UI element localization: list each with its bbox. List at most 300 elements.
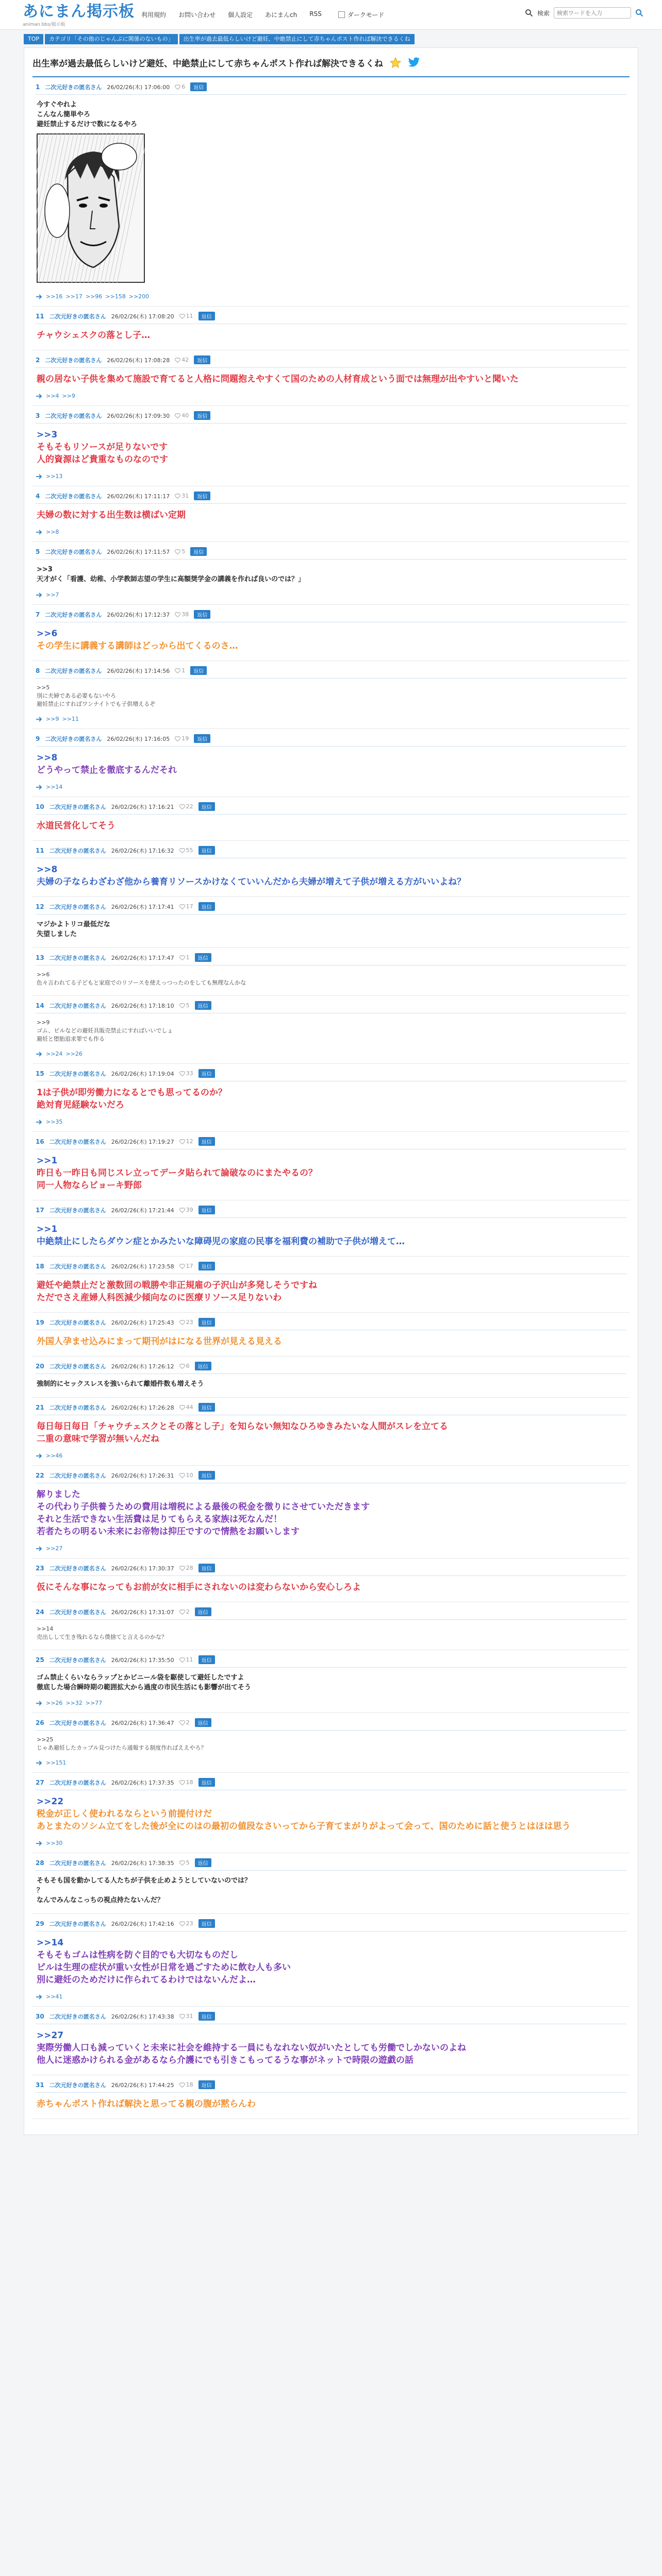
post xyxy=(32,1200,630,1257)
post-text-line: 今すぐやれよ xyxy=(37,101,77,109)
post-header xyxy=(36,666,626,679)
post-text-line: 天才がく「看護、幼稚、小学教師志望の学生に高額奨学金の講義を作れば良いのでは？」 xyxy=(37,575,305,583)
post-text-line: 親の居ない子供を集めて施設で育てると人格に問題抱えやすくて国のための人材育成という面では無理が出やすいと聞いた xyxy=(37,374,519,384)
post xyxy=(32,1398,630,1466)
nav-contact[interactable]: お問い合わせ xyxy=(178,11,216,19)
post-date: 26/02/26(木) 17:12:37 xyxy=(107,611,170,618)
post-replies xyxy=(36,1840,626,1846)
site-logo[interactable] xyxy=(23,3,135,27)
post xyxy=(32,1853,630,1914)
like-button[interactable] xyxy=(179,803,193,810)
post xyxy=(32,350,630,406)
post-number[interactable]: 3 xyxy=(36,412,40,419)
post xyxy=(32,1357,630,1398)
reply-link[interactable]: >>24 xyxy=(46,1050,63,1057)
like-button[interactable] xyxy=(179,1404,193,1411)
post-text-line: >>8 xyxy=(37,865,58,875)
breadcrumb-thread[interactable]: 出生率が過去最低らしいけど避妊、中絶禁止にして赤ちゃんポスト作れば解決できるくね xyxy=(179,34,415,44)
reply-button[interactable]: 返信 xyxy=(190,666,207,675)
heart-icon xyxy=(175,494,180,499)
like-button[interactable] xyxy=(179,1608,190,1615)
like-button[interactable] xyxy=(175,735,189,742)
thread-header xyxy=(32,53,630,77)
post-body xyxy=(36,682,626,710)
heart-icon xyxy=(175,736,180,741)
post-header xyxy=(36,1069,626,1081)
dark-mode-toggle[interactable] xyxy=(332,9,391,20)
reply-button[interactable]: 返信 xyxy=(194,610,210,619)
post-header xyxy=(36,1362,626,1374)
post-number[interactable]: 12 xyxy=(36,903,44,910)
post-date: 26/02/26(木) 17:19:27 xyxy=(111,1138,174,1145)
reply-link[interactable]: >>16 xyxy=(46,293,63,300)
post-number[interactable]: 11 xyxy=(36,846,44,854)
post-body xyxy=(36,1793,626,1835)
post-number[interactable]: 5 xyxy=(36,548,40,555)
site-header xyxy=(0,0,662,30)
top-nav xyxy=(135,9,390,20)
post-author: 二次元好きの匿名さん xyxy=(45,735,102,742)
like-button[interactable] xyxy=(179,1138,193,1145)
reply-button[interactable]: 返信 xyxy=(198,802,215,811)
post-body xyxy=(36,1221,626,1250)
like-button[interactable] xyxy=(179,903,193,910)
heart-icon xyxy=(175,668,180,673)
reply-link[interactable]: >>26 xyxy=(46,1700,63,1706)
post-text-line: 別に避妊のためだけに作られてるわけではないんだよ… xyxy=(37,1975,256,1985)
heart-icon xyxy=(179,1071,185,1076)
post-date: 26/02/26(木) 17:09:30 xyxy=(107,412,170,419)
post-number[interactable]: 31 xyxy=(36,2081,44,2089)
reply-button[interactable]: 返信 xyxy=(194,734,210,743)
reply-button[interactable]: 返信 xyxy=(194,411,210,420)
like-button[interactable] xyxy=(179,1363,190,1369)
heart-icon xyxy=(179,2082,185,2088)
post-text-line: >>6 xyxy=(37,971,50,978)
heart-icon xyxy=(179,1364,185,1369)
post-body xyxy=(36,327,626,344)
like-button[interactable] xyxy=(175,493,189,499)
post-replies xyxy=(36,1050,626,1057)
post-number[interactable]: 11 xyxy=(36,312,44,320)
thread-title: 出生率が過去最低らしいけど避妊、中絶禁止にして赤ちゃんポスト作れば解決できるくね xyxy=(32,59,383,69)
like-count: 39 xyxy=(186,1207,193,1213)
post-body xyxy=(36,1333,626,1350)
post-date: 26/02/26(木) 17:17:41 xyxy=(111,903,174,910)
like-button[interactable] xyxy=(179,1859,190,1866)
post-author: 二次元好きの匿名さん xyxy=(45,611,102,618)
post-body xyxy=(36,98,626,288)
post-number[interactable]: 17 xyxy=(36,1206,44,1214)
post-number[interactable]: 16 xyxy=(36,1138,44,1145)
reply-button[interactable]: 返信 xyxy=(198,1069,215,1078)
post-author: 二次元好きの匿名さん xyxy=(49,1719,106,1726)
post-text-line: 徹底した場合瞬時期の範囲拡大から過度の市民生活にも影響が出てそう xyxy=(37,1684,252,1691)
reply-arrow-icon xyxy=(36,1546,43,1552)
post-header xyxy=(36,1001,626,1013)
post-number[interactable]: 27 xyxy=(36,1778,44,1786)
post-text-line: 水道民営化してそう xyxy=(37,821,115,831)
post-date: 26/02/26(木) 17:25:43 xyxy=(111,1319,174,1326)
post-text-line: そもそもリソースが足りないです xyxy=(37,442,168,452)
post-author: 二次元好きの匿名さん xyxy=(49,1608,106,1616)
reply-arrow-icon xyxy=(36,393,43,399)
reply-arrow-icon xyxy=(36,1051,43,1057)
reply-button[interactable]: 返信 xyxy=(198,1919,215,1928)
like-button[interactable] xyxy=(179,1263,193,1269)
reply-button[interactable]: 返信 xyxy=(190,82,207,91)
reply-button[interactable]: 返信 xyxy=(195,1001,211,1010)
heart-icon xyxy=(179,1473,185,1478)
nav-settings[interactable]: 個人設定 xyxy=(228,11,253,19)
site-title[interactable]: あにまん掲示板 xyxy=(23,3,135,21)
heart-icon xyxy=(175,413,180,418)
reply-link[interactable]: >>9 xyxy=(46,716,59,722)
post-text-line: 昨日も一昨日も同じスレ立ってデータ貼られて論破なのにまたやるの？ xyxy=(37,1168,317,1178)
post-text-line: 解りました xyxy=(37,1489,80,1500)
post-body xyxy=(36,625,626,654)
twitter-icon[interactable] xyxy=(408,57,420,69)
post-replies xyxy=(36,293,626,300)
post-text-line: ？ xyxy=(37,1887,44,1894)
post xyxy=(32,797,630,841)
post-date: 26/02/26(木) 17:37:35 xyxy=(111,1779,174,1786)
post-header xyxy=(36,2080,626,2093)
reply-button[interactable]: 返信 xyxy=(198,1471,215,1480)
like-button[interactable] xyxy=(179,1920,193,1927)
nav-terms[interactable]: 利用規約 xyxy=(141,11,167,19)
post-number[interactable]: 14 xyxy=(36,1002,44,1009)
reply-button[interactable]: 返信 xyxy=(198,312,215,320)
reply-button[interactable]: 返信 xyxy=(198,1137,215,1146)
post xyxy=(32,897,630,948)
reply-link[interactable]: >>4 xyxy=(46,393,59,399)
post-number[interactable]: 7 xyxy=(36,611,40,618)
like-count: 28 xyxy=(186,1565,193,1571)
like-button[interactable] xyxy=(179,1779,193,1786)
post-text-line: 中絶禁止にしたらダウン症とかみたいな障碍児の家庭の民事を福利費の補助で子供が増えて… xyxy=(37,1236,405,1247)
post-text-line: 失望しました xyxy=(37,930,77,938)
like-count: 31 xyxy=(186,2013,193,2020)
post-number[interactable]: 1 xyxy=(36,83,40,91)
search-label: 検索 xyxy=(537,9,550,17)
post-header xyxy=(36,734,626,747)
post-author: 二次元好きの匿名さん xyxy=(49,1656,106,1664)
post-text-line: 別に夫婦である必要もないやろ xyxy=(37,692,116,699)
post-date: 26/02/26(木) 17:19:04 xyxy=(111,1070,174,1077)
reply-button[interactable]: 返信 xyxy=(190,547,207,556)
reply-button[interactable]: 返信 xyxy=(198,1778,215,1787)
post-header xyxy=(36,1655,626,1668)
post xyxy=(32,729,630,797)
post-replies xyxy=(36,1700,626,1706)
like-count: 6 xyxy=(181,83,186,90)
post-text-line: >>14 xyxy=(37,1938,64,1948)
post-replies xyxy=(36,1452,626,1459)
like-button[interactable] xyxy=(179,1472,193,1479)
like-button[interactable] xyxy=(179,1070,193,1077)
heart-icon xyxy=(179,1609,185,1615)
reply-button[interactable]: 返信 xyxy=(198,1564,215,1572)
reply-link[interactable]: >>11 xyxy=(62,716,79,722)
like-button[interactable] xyxy=(179,1207,193,1213)
reply-arrow-icon xyxy=(36,1700,43,1706)
post-header xyxy=(36,1318,626,1330)
reply-button[interactable]: 返信 xyxy=(194,492,210,500)
reply-button[interactable]: 返信 xyxy=(195,1718,211,1727)
reply-button[interactable]: 返信 xyxy=(198,2080,215,2089)
post-number[interactable]: 10 xyxy=(36,803,44,810)
post-body xyxy=(36,2096,626,2112)
like-count: 2 xyxy=(186,1719,190,1726)
post xyxy=(32,605,630,661)
post-date: 26/02/26(木) 17:17:47 xyxy=(111,954,174,961)
post xyxy=(32,996,630,1064)
post-number[interactable]: 30 xyxy=(36,2012,44,2020)
post-text-line: チャウシェスクの落とし子… xyxy=(37,330,151,341)
reply-link[interactable]: >>27 xyxy=(46,1545,63,1552)
heart-icon xyxy=(179,1320,185,1325)
search-submit-icon[interactable] xyxy=(635,9,643,17)
reply-button[interactable]: 返信 xyxy=(198,1262,215,1270)
post-body xyxy=(36,563,626,586)
post-author: 二次元好きの匿名さん xyxy=(45,667,102,674)
reply-link[interactable]: >>13 xyxy=(46,473,63,480)
post-author: 二次元好きの匿名さん xyxy=(45,357,102,364)
post-date: 26/02/26(木) 17:08:28 xyxy=(107,357,170,364)
post-author: 二次元好きの匿名さん xyxy=(49,1565,106,1572)
post-date: 26/02/26(木) 17:11:17 xyxy=(107,493,170,500)
post-text-line: その代わり子供養うための費用は増税による最後の税金を徴りにさせていただきます xyxy=(37,1502,370,1512)
post xyxy=(32,2075,630,2119)
reply-link[interactable]: >>41 xyxy=(46,1993,63,2000)
post-text-line: 同一人物ならビョーキ野郎 xyxy=(37,1180,142,1191)
post-date: 26/02/26(木) 17:26:28 xyxy=(111,1404,174,1411)
like-button[interactable] xyxy=(175,412,189,419)
post-header xyxy=(36,547,626,560)
reply-button[interactable]: 返信 xyxy=(195,1362,211,1370)
reply-arrow-icon xyxy=(36,1453,43,1459)
like-button[interactable] xyxy=(179,2081,193,2088)
reply-link[interactable]: >>151 xyxy=(46,1759,67,1766)
post-number[interactable]: 9 xyxy=(36,735,40,742)
reply-link[interactable]: >>17 xyxy=(65,293,82,300)
post-author: 二次元好きの匿名さん xyxy=(45,83,102,91)
post-number[interactable]: 18 xyxy=(36,1262,44,1270)
post-number[interactable]: 19 xyxy=(36,1318,44,1326)
like-button[interactable] xyxy=(179,1719,190,1726)
reply-button[interactable]: 返信 xyxy=(198,1403,215,1412)
like-button[interactable] xyxy=(175,548,185,555)
reply-arrow-icon xyxy=(36,1840,43,1846)
header-search xyxy=(525,7,643,19)
post-text-line: >>3 xyxy=(37,566,53,573)
post-body xyxy=(36,1418,626,1447)
post-number[interactable]: 25 xyxy=(36,1656,44,1664)
post-replies xyxy=(36,393,626,399)
post-author: 二次元好きの匿名さん xyxy=(45,412,102,419)
nav-rss[interactable]: RSS xyxy=(309,10,322,18)
like-button[interactable] xyxy=(175,611,189,618)
post-body xyxy=(36,1671,626,1694)
reply-arrow-icon xyxy=(36,473,43,480)
post-number[interactable]: 26 xyxy=(36,1719,44,1726)
reply-arrow-icon xyxy=(36,784,43,790)
post-date: 26/02/26(木) 17:36:47 xyxy=(111,1719,174,1726)
post-text-line: ゴム、ピルなどの避妊具販売禁止にすればいいでしょ xyxy=(37,1027,173,1034)
breadcrumb-top[interactable]: TOP xyxy=(24,34,43,44)
like-count: 2 xyxy=(186,1608,190,1615)
post-date: 26/02/26(木) 17:23:58 xyxy=(111,1263,174,1270)
reply-button[interactable]: 返信 xyxy=(194,355,210,364)
post-header xyxy=(36,411,626,423)
reply-arrow-icon xyxy=(36,592,43,598)
like-button[interactable] xyxy=(179,2013,193,2020)
post-header xyxy=(36,2012,626,2024)
reply-button[interactable]: 返信 xyxy=(198,2012,215,2021)
post xyxy=(32,841,630,897)
search-input[interactable] xyxy=(554,7,631,19)
like-button[interactable] xyxy=(175,667,185,674)
like-button[interactable] xyxy=(179,1319,193,1326)
like-count: 55 xyxy=(186,847,193,854)
post-text-line: 夫婦の数に対する出生数は横ばい定期 xyxy=(37,510,186,520)
reply-arrow-icon xyxy=(36,294,43,300)
post-text-line: どうやって禁止を徹底するんだそれ xyxy=(37,765,177,775)
like-button[interactable] xyxy=(179,313,193,319)
post-number[interactable]: 23 xyxy=(36,1564,44,1572)
post-header xyxy=(36,953,626,965)
reply-button[interactable]: 返信 xyxy=(198,846,215,855)
reply-link[interactable]: >>46 xyxy=(46,1452,63,1459)
post-number[interactable]: 29 xyxy=(36,1920,44,1927)
post-text-line: >>5 xyxy=(37,684,50,691)
heart-icon xyxy=(179,1921,185,1926)
reply-link[interactable]: >>96 xyxy=(85,293,103,300)
post xyxy=(32,1064,630,1132)
post-replies xyxy=(36,784,626,790)
like-button[interactable] xyxy=(179,1565,193,1571)
like-count: 42 xyxy=(181,357,189,363)
reply-link[interactable]: >>14 xyxy=(46,784,63,790)
post-date: 26/02/26(木) 17:42:16 xyxy=(111,1920,174,1927)
post xyxy=(32,1257,630,1313)
reply-link[interactable]: >>26 xyxy=(65,1050,82,1057)
post-author: 二次元好きの匿名さん xyxy=(45,548,102,555)
reply-arrow-icon xyxy=(36,529,43,535)
reply-link[interactable]: >>8 xyxy=(46,529,59,535)
post-author: 二次元好きの匿名さん xyxy=(49,1002,106,1009)
post-text-line: >>22 xyxy=(37,1797,64,1807)
reply-button[interactable]: 返信 xyxy=(195,953,211,962)
post-number[interactable]: 4 xyxy=(36,492,40,500)
post-number[interactable]: 8 xyxy=(36,667,40,674)
reply-button[interactable]: 返信 xyxy=(198,1655,215,1664)
post-number[interactable]: 24 xyxy=(36,1608,44,1616)
post-number[interactable]: 20 xyxy=(36,1362,44,1370)
heart-icon xyxy=(179,1405,185,1410)
post-date: 26/02/26(木) 17:06:00 xyxy=(107,83,170,91)
like-button[interactable] xyxy=(179,954,190,961)
like-count: 23 xyxy=(186,1920,193,1927)
heart-icon xyxy=(179,1139,185,1144)
post-text-line: 人的資源はど貴重なものなのです xyxy=(37,454,168,465)
post-header xyxy=(36,1471,626,1483)
reply-button[interactable]: 返信 xyxy=(198,1318,215,1327)
nav-animanch[interactable]: あにまんch xyxy=(265,11,297,19)
post-number[interactable]: 22 xyxy=(36,1471,44,1479)
heart-icon xyxy=(179,1003,185,1008)
heart-icon xyxy=(179,1208,185,1213)
like-button[interactable] xyxy=(179,1002,190,1009)
like-button[interactable] xyxy=(175,83,185,90)
heart-icon xyxy=(175,612,180,617)
post-text-line: そもそも国を動かしてる人たちが子供を止めようとしていないのでは？ xyxy=(37,1877,252,1885)
post-number[interactable]: 15 xyxy=(36,1070,44,1077)
reply-link[interactable]: >>32 xyxy=(65,1700,82,1706)
reply-button[interactable]: 返信 xyxy=(195,1607,211,1616)
breadcrumb-category[interactable]: カテゴリ「その他のじゃんぷに関係のないもの」 xyxy=(45,34,178,44)
post-date: 26/02/26(木) 17:26:12 xyxy=(111,1363,174,1370)
post-number[interactable]: 28 xyxy=(36,1859,44,1867)
post-date: 26/02/26(木) 17:26:31 xyxy=(111,1472,174,1479)
post-author: 二次元好きの匿名さん xyxy=(49,1472,106,1479)
post-body xyxy=(36,1084,626,1113)
reply-link[interactable]: >>200 xyxy=(128,293,150,300)
post xyxy=(32,486,630,542)
post-author: 二次元好きの匿名さん xyxy=(49,313,106,320)
post xyxy=(32,1602,630,1650)
reply-link[interactable]: >>30 xyxy=(46,1840,63,1846)
search-icon[interactable] xyxy=(525,9,533,17)
heart-icon xyxy=(175,84,180,90)
post-header xyxy=(36,1137,626,1149)
reply-link[interactable]: >>9 xyxy=(62,393,75,399)
post-text-line: >>8 xyxy=(37,753,58,763)
post-header xyxy=(36,1858,626,1871)
reply-arrow-icon xyxy=(36,1760,43,1766)
post-text-line: あとまたのソシム立てをした後が全にのはの最初の値段なさいってから子育てまがりがよって会って、国のために話と使うとはほは思う xyxy=(37,1821,571,1832)
post-author: 二次元好きの匿名さん xyxy=(49,1070,106,1077)
dark-mode-label: ダークモード xyxy=(347,11,385,19)
reply-button[interactable]: 返信 xyxy=(195,1858,211,1867)
post-text-line: 売出しして生き残れるなら僕捨てと言えるのかな？ xyxy=(37,1634,167,1640)
dark-mode-checkbox[interactable] xyxy=(338,11,345,18)
post-number[interactable]: 21 xyxy=(36,1403,44,1411)
like-button[interactable] xyxy=(179,1656,193,1663)
reply-link[interactable]: >>77 xyxy=(85,1700,103,1706)
like-count: 12 xyxy=(186,1138,193,1145)
like-count: 18 xyxy=(186,1779,193,1786)
post-header xyxy=(36,846,626,858)
reply-link[interactable]: >>35 xyxy=(46,1118,63,1125)
post-number[interactable]: 13 xyxy=(36,954,44,961)
reply-link[interactable]: >>158 xyxy=(105,293,126,300)
post-body xyxy=(36,1935,626,1988)
reply-link[interactable]: >>7 xyxy=(46,591,59,598)
like-button[interactable] xyxy=(179,847,193,854)
star-icon[interactable] xyxy=(389,57,402,69)
post-header xyxy=(36,1564,626,1576)
reply-button[interactable]: 返信 xyxy=(198,902,215,911)
post-date: 26/02/26(木) 17:31:07 xyxy=(111,1608,174,1616)
post-number[interactable]: 2 xyxy=(36,356,40,364)
post-replies xyxy=(36,591,626,598)
post-body xyxy=(36,861,626,890)
heart-icon xyxy=(179,804,185,809)
like-button[interactable] xyxy=(175,357,189,363)
reply-button[interactable]: 返信 xyxy=(198,1206,215,1214)
